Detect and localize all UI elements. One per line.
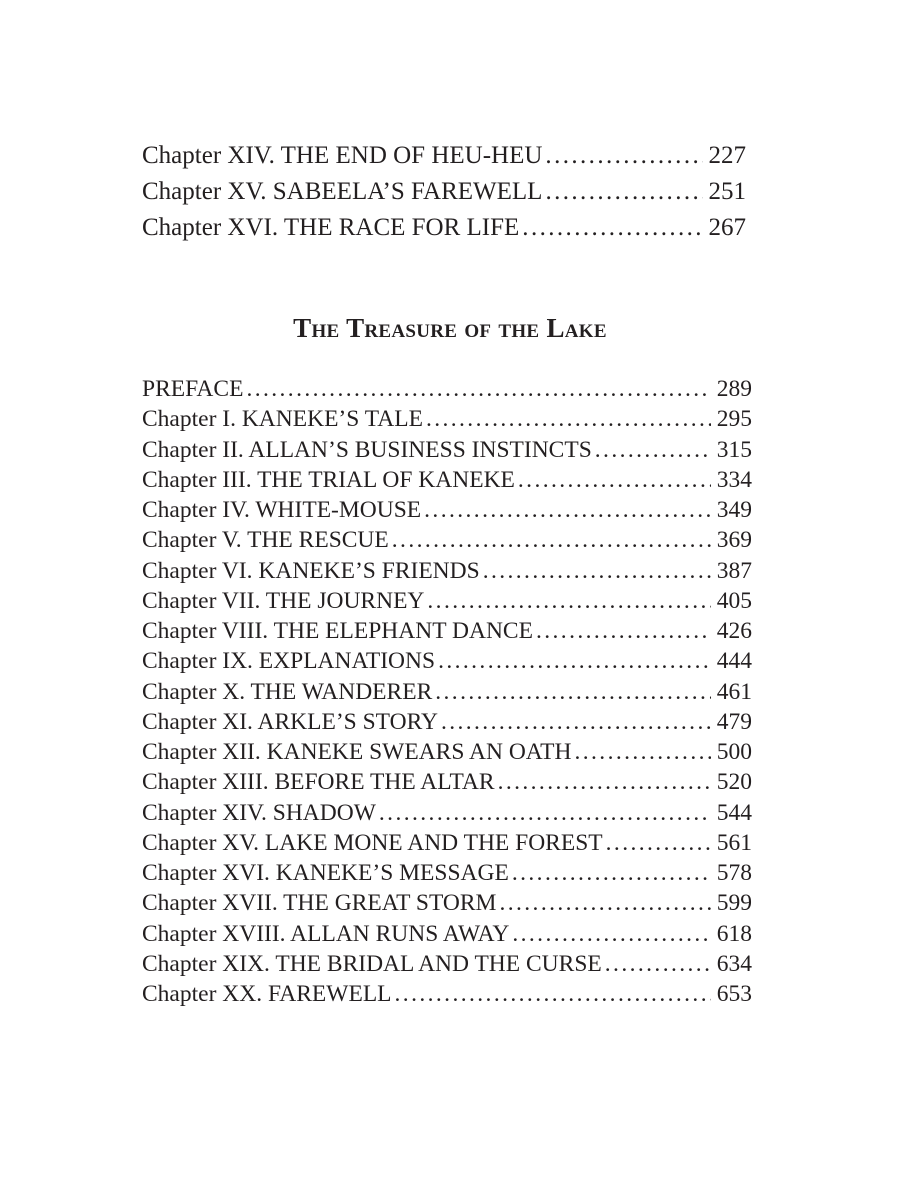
toc-entry[interactable] bbox=[142, 556, 752, 586]
toc-entry-title: Chapter V. THE RESCUE bbox=[142, 527, 389, 554]
dot-leader bbox=[605, 949, 711, 979]
toc-entry-page: 295 bbox=[716, 406, 752, 433]
section-heading: The Treasure of the Lake bbox=[293, 313, 607, 343]
dot-leader bbox=[483, 556, 711, 586]
toc-entry[interactable] bbox=[142, 888, 752, 918]
toc-entry-page: 227 bbox=[708, 142, 746, 169]
toc-entry-title: Chapter XVII. THE GREAT STORM bbox=[142, 890, 497, 917]
dot-leader bbox=[574, 737, 710, 767]
toc-entry-page: 618 bbox=[716, 920, 752, 947]
toc-entry-title: Chapter IX. EXPLANATIONS bbox=[142, 648, 436, 675]
dot-leader bbox=[379, 798, 711, 828]
toc-entry[interactable] bbox=[142, 465, 752, 495]
toc-entry-title: Chapter XIV. THE END OF HEU-HEU bbox=[142, 142, 543, 169]
toc-entry-page: 561 bbox=[716, 829, 752, 856]
dot-leader bbox=[498, 767, 711, 797]
toc-entry-page: 289 bbox=[716, 376, 752, 402]
toc-entry-title: Chapter XIX. THE BRIDAL AND THE CURSE bbox=[142, 950, 602, 977]
toc-entry-page: 349 bbox=[716, 497, 752, 523]
toc-entry[interactable] bbox=[142, 586, 752, 616]
toc-entry-page: 387 bbox=[716, 557, 752, 584]
toc-entry-title: Chapter XIII. BEFORE THE ALTAR bbox=[142, 769, 495, 796]
toc-entry[interactable] bbox=[142, 798, 752, 828]
toc-entry-title: Chapter XV. LAKE MONE AND THE FOREST bbox=[142, 829, 603, 856]
toc-entry-title: Chapter XX. FAREWELL bbox=[142, 981, 392, 1007]
toc-entry[interactable] bbox=[142, 737, 752, 767]
toc-entry[interactable] bbox=[142, 210, 746, 246]
toc-entry[interactable] bbox=[142, 646, 752, 676]
dot-leader bbox=[595, 435, 711, 465]
dot-leader bbox=[438, 646, 711, 676]
toc-entry-title: Chapter VIII. THE ELEPHANT DANCE bbox=[142, 618, 533, 644]
toc-entry-page: 461 bbox=[716, 678, 752, 705]
toc-entry-title: Chapter XVI. THE RACE FOR LIFE bbox=[142, 214, 520, 241]
toc-entry-page: 479 bbox=[716, 708, 752, 735]
toc-entry[interactable] bbox=[142, 174, 746, 210]
dot-leader bbox=[499, 888, 710, 918]
dot-leader bbox=[522, 210, 702, 246]
toc-entry[interactable] bbox=[142, 435, 752, 465]
dot-leader bbox=[512, 919, 710, 949]
toc-entry-title: Chapter VI. KANEKE’S FRIENDS bbox=[142, 557, 480, 584]
toc-entry-title: Chapter XV. SABEELA’S FAREWELL bbox=[142, 178, 543, 205]
toc-entry-page: 251 bbox=[708, 178, 746, 205]
toc-entry-title: Chapter I. KANEKE’S TALE bbox=[142, 406, 423, 433]
toc-entry-page: 653 bbox=[716, 981, 752, 1007]
treasure-of-the-lake-toc bbox=[142, 374, 752, 1009]
dot-leader bbox=[395, 979, 711, 1009]
dot-leader bbox=[392, 525, 711, 555]
toc-entry-title: Chapter XIV. SHADOW bbox=[142, 799, 376, 826]
toc-entry[interactable] bbox=[142, 858, 752, 888]
toc-entry-page: 520 bbox=[716, 769, 752, 796]
toc-entry[interactable] bbox=[142, 374, 752, 404]
toc-entry-title: Chapter IV. WHITE-MOUSE bbox=[142, 497, 422, 523]
toc-entry-page: 599 bbox=[716, 890, 752, 917]
toc-entry[interactable] bbox=[142, 949, 752, 979]
dot-leader bbox=[435, 677, 711, 707]
toc-entry-page: 315 bbox=[716, 436, 752, 463]
toc-entry-title: Chapter VII. THE JOURNEY bbox=[142, 587, 425, 614]
toc-entry-page: 334 bbox=[716, 466, 752, 493]
toc-entry-page: 444 bbox=[716, 648, 752, 675]
toc-entry[interactable] bbox=[142, 616, 752, 646]
dot-leader bbox=[545, 138, 702, 174]
toc-entry-page: 267 bbox=[708, 214, 746, 241]
toc-entry-title: Chapter XVIII. ALLAN RUNS AWAY bbox=[142, 920, 510, 947]
toc-entry[interactable] bbox=[142, 828, 752, 858]
dot-leader bbox=[424, 495, 711, 525]
toc-entry[interactable] bbox=[142, 525, 752, 555]
dot-leader bbox=[441, 707, 711, 737]
toc-entry[interactable] bbox=[142, 707, 752, 737]
toc-entry-page: 500 bbox=[716, 739, 752, 765]
dot-leader bbox=[246, 374, 710, 404]
toc-entry[interactable] bbox=[142, 919, 752, 949]
toc-entry-title: PREFACE bbox=[142, 376, 244, 402]
toc-entry-page: 369 bbox=[716, 527, 752, 554]
toc-entry[interactable] bbox=[142, 979, 752, 1009]
toc-entry[interactable] bbox=[142, 677, 752, 707]
toc-entry-title: Chapter III. THE TRIAL OF KANEKE bbox=[142, 466, 515, 493]
dot-leader bbox=[512, 858, 711, 888]
toc-entry-page: 578 bbox=[716, 860, 752, 886]
dot-leader bbox=[426, 404, 711, 434]
toc-entry-title: Chapter XI. ARKLE’S STORY bbox=[142, 708, 438, 735]
previous-section-toc bbox=[142, 138, 746, 246]
dot-leader bbox=[536, 616, 711, 646]
toc-entry[interactable] bbox=[142, 404, 752, 434]
toc-entry[interactable] bbox=[142, 767, 752, 797]
dot-leader bbox=[427, 586, 710, 616]
toc-entry-title: Chapter XII. KANEKE SWEARS AN OATH bbox=[142, 739, 572, 765]
toc-entry[interactable] bbox=[142, 138, 746, 174]
toc-entry-page: 405 bbox=[716, 587, 752, 614]
toc-entry-page: 426 bbox=[716, 618, 752, 644]
dot-leader bbox=[518, 465, 711, 495]
toc-entry[interactable] bbox=[142, 495, 752, 525]
toc-entry-page: 544 bbox=[716, 799, 752, 826]
dot-leader bbox=[545, 174, 702, 210]
toc-entry-title: Chapter X. THE WANDERER bbox=[142, 678, 433, 705]
toc-entry-title: Chapter II. ALLAN’S BUSINESS INSTINCTS bbox=[142, 436, 592, 463]
toc-entry-page: 634 bbox=[716, 950, 752, 977]
dot-leader bbox=[606, 828, 711, 858]
toc-entry-title: Chapter XVI. KANEKE’S MESSAGE bbox=[142, 860, 509, 886]
